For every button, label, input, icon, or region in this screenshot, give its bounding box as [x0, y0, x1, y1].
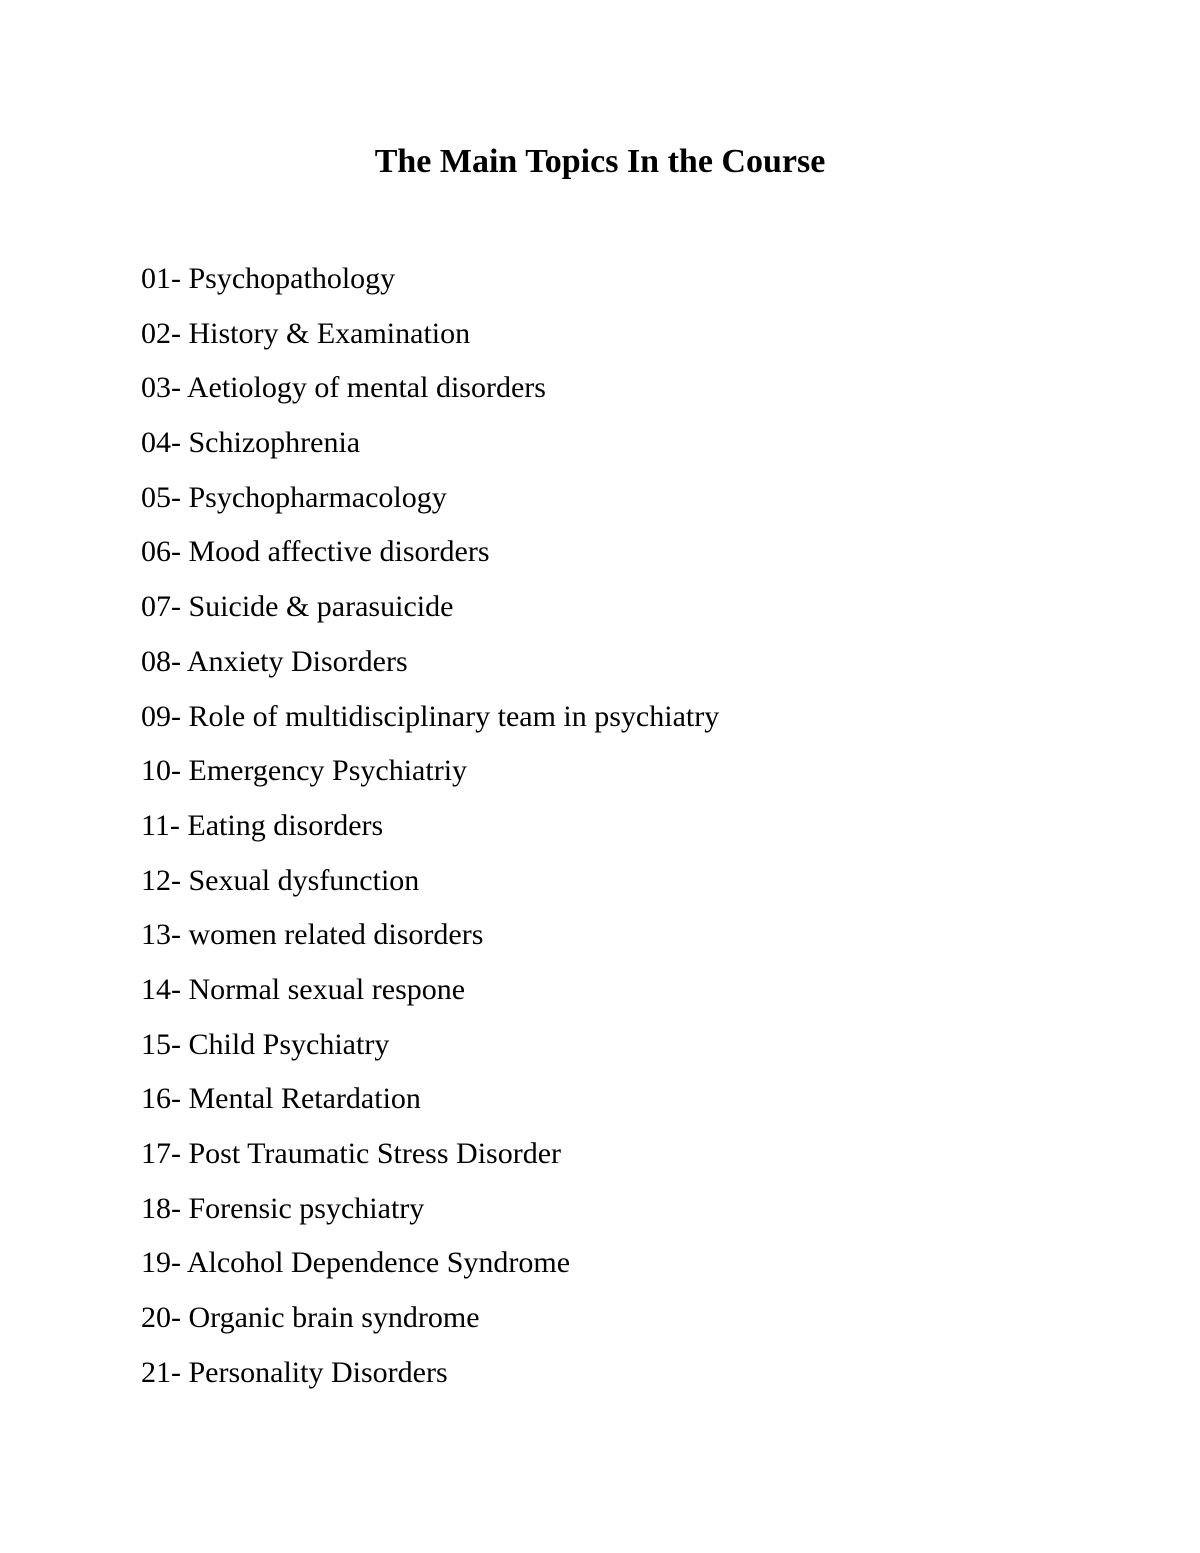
topic-item: 14- Normal sexual respone — [141, 972, 466, 1006]
topic-item: 09- Role of multidisciplinary team in psychiatry — [141, 699, 720, 733]
topic-item: 08- Anxiety Disorders — [141, 644, 408, 678]
topic-item: 13- women related disorders — [141, 918, 484, 952]
topic-item: 01- Psychopathology — [141, 262, 396, 295]
topic-item: 17- Post Traumatic Stress Disorder — [141, 1137, 561, 1170]
topic-item: 18- Forensic psychiatry — [141, 1191, 425, 1225]
topic-item: 20- Organic brain syndrome — [141, 1301, 480, 1335]
topic-item: 10- Emergency Psychiatriy — [141, 754, 468, 788]
topic-item: 11- Eating disorders — [141, 808, 384, 842]
topic-item: 12- Sexual dysfunction — [141, 863, 420, 897]
topic-item: 04- Schizophrenia — [141, 426, 361, 460]
topic-item: 06- Mood affective disorders — [141, 535, 490, 569]
topic-item: 05- Psychopharmacology — [141, 480, 447, 514]
topic-item: 15- Child Psychiatry — [141, 1027, 390, 1061]
document-title: The Main Topics In the Course — [374, 143, 826, 180]
topic-item: 19- Alcohol Dependence Syndrome — [141, 1246, 571, 1280]
topic-item: 07- Suicide & parasuicide — [141, 590, 454, 624]
topic-list — [141, 258, 719, 1406]
topic-item: 03- Aetiology of mental disorders — [141, 371, 546, 405]
topic-item: 16- Mental Retardation — [141, 1082, 421, 1116]
topic-item: 21- Personality Disorders — [141, 1355, 448, 1389]
topic-item: 02- History & Examination — [141, 316, 471, 350]
